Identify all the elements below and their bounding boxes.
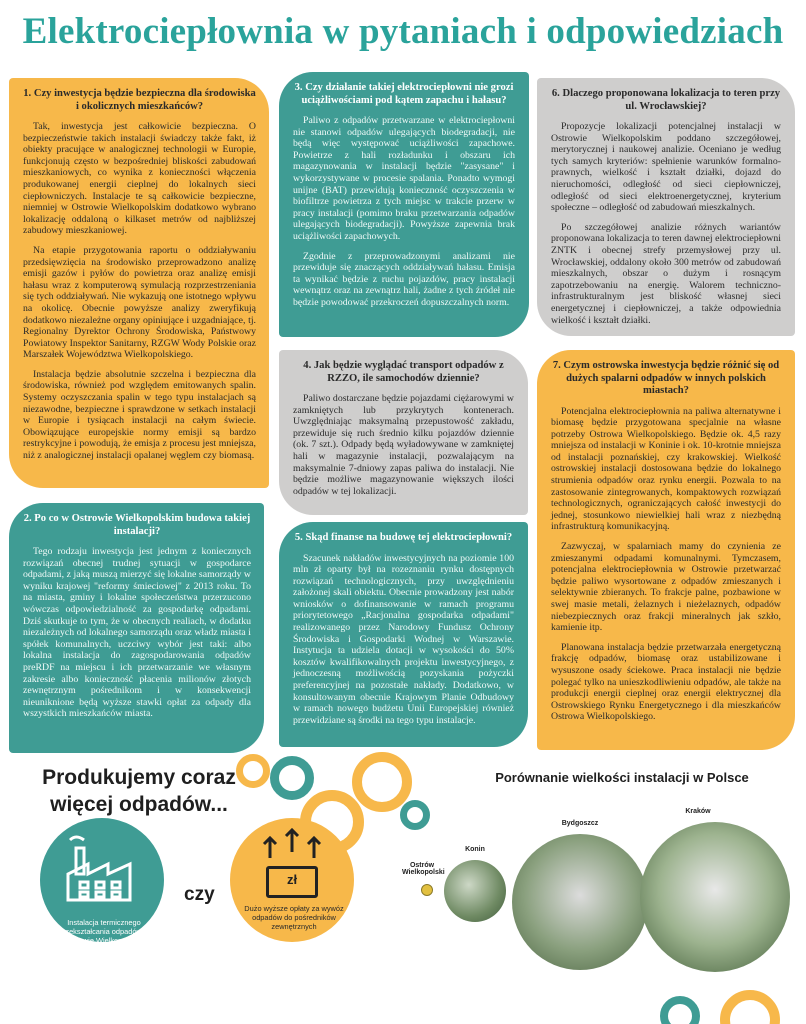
comparison-title: Porównanie wielkości instalacji w Polsce	[495, 770, 749, 785]
plant-label-bydgoszcz: Bydgoszcz	[561, 820, 599, 827]
faq-paragraph: Szacunek nakładów inwestycyjnych na poziomie 100 mln zł oparty był na rozeznaniu rynku dostępnych rozwiązań technologicznych, przy uwzględnieniu założonej skali obiektu. Obecnie prowadzony jest nabór wniosków o dofinansowanie w ramach programu priorytetowego „Racjonalna gospodarka odpadami" realizowanego przez Narodowy Fundusz Ochrony Środowiska i Gospodarki Wodnej w Warszawie. Instytucja ta udziela dotacji w wysokości do 50% kosztów kwalifikowalnych projektu inwestycyjnego, z jednoczesną możliwością pozyskania pożyczki preferencyjnej na pozostałe nakłady. Dodatkowo, w konsultowanym obecnie Krajowym Planie Odbudowy w ramach nowego budżetu Unii Europejskiej również przewidziane są środki na tego typu instalacje.	[293, 552, 514, 726]
faq-question: 6. Dlaczego proponowana lokalizacja to teren przy ul. Wrocławskiej?	[551, 88, 781, 112]
faq-paragraph: Tego rodzaju inwestycja jest jednym z koniecznych rozwiązań obecnej trudnej sytuacji w gospodarce odpadami, z jaką muszą mierzyć się lokalne samorządy w wyniku krajowej "reformy śmieciowej" z 2013 roku. To na miasta, gminy i lokalne społeczeństwa przerzucono wówczas odpowiedzialność za gospodarkę odpadami. Dziś skutkuje to tym, że w obecnych realiach, w dodatku niezależnych od lokalnego samorządu oraz władz miasta i spółek komunalnych, uczciwy wybór jest taki: albo lokalna instalacja do zagospodarowania odpadów preRDF na miejscu i ich przetwarzanie we własnym zakresie albo konieczność płacenia milionów złotych zewnętrznym pośrednikom i w konsekwencji nieuniknione będą wyższe stawki opłat za odpady dla wszystkich mieszkańców miasta.	[23, 546, 251, 720]
faq-paragraph: Tak, inwestycja jest całkowicie bezpieczna. O bezpieczeństwie takich instalacji świadczy także fakt, iż obiekty pracujące w analogicznej technologii w Europie, funkcjonują często w bezpośredniej bliskości zabudowań mieszkaniowych, co wynika z konieczności włączenia produkowanej energii cieplnej do lokalnych sieci ciepłowniczych. Instalacje te są całkowicie bezpieczne, niemniej w Ostrowie Wielkopolskim dodatkowo wybrano lokalizację oddaloną o kilkaset metrów od najbliższej zabudowy mieszkaniowej.	[23, 121, 256, 237]
currency-label: zł	[286, 872, 298, 887]
faq-question: 5. Skąd finanse na budowę tej elektrociepłowni?	[294, 532, 513, 543]
faq-paragraph: Paliwo dostarczane będzie pojazdami ciężarowymi w zamkniętych lub przykrytych kontenerach. Uwzględniając maksymalną przepustowość zakładu, przewiduje się ruch średnio kilku pojazdów dziennie (ok. 7 szt.). Odpady będą wyładowywane w zamkniętej hali w magazynie instalacji, pozwalającym na maksymalnie 7-dniowy zapas paliwa do instalacji. Nie będzie możliwe magazynowanie większych ilości odpadów w tej lokalizacji.	[293, 393, 514, 497]
plant-image-konin	[444, 860, 506, 922]
faq-question: 2. Po co w Ostrowie Wielkopolskim budowa takiej instalacji?	[23, 513, 251, 537]
faq-paragraph: Zazwyczaj, w spalarniach mamy do czynienia ze zmieszanymi odpadami komunalnymi. Tymczasem, potencjalna elektrociepłownia w Ostrowie przetwarzać będzie paliwo wysortowane z odpadów zmieszanych i selektywnie zbieranych. To frakcje palne, pozbawione w swej masie metali, żelaznych i nieżelaznych, odpadów niebezpiecznych oraz frakcji mineralnych jak szkło, kamienie itp.	[551, 541, 781, 634]
decorative-ring	[660, 996, 700, 1024]
faq-paragraph: Zgodnie z przeprowadzonymi analizami nie przewiduje się znaczących oddziaływań hałasu. Emisja ta wynikać będzie z ruchu pojazdów, pracy instalacji wewnątrz oraz na zewnątrz hali, żadne z tych źródeł nie będzie powodować przekroczeń dopuszczalnych norm.	[293, 250, 515, 308]
faq-question: 7. Czym ostrowska inwestycja będzie różnić się od dużych spalarni odpadów w innych polskich miastach?	[552, 360, 780, 396]
faq-card-5	[279, 522, 528, 747]
faq-paragraph: Planowana instalacja będzie przetwarzała energetyczną frakcję odpadów, biomasę oraz ustabilizowane i wysuszone osady ściekowe. Praca instalacji nie będzie polegać tylko na unieszkodliwieniu odpadów, ale także na produkcji energii cieplnej oraz energii elektrycznej dla Ostrowskiego Rynku Energetycznego i dla mieszkańców Ostrowa Wielkopolskiego.	[551, 641, 781, 723]
plant-label-ostrow: Ostrów Wielkopolski	[402, 862, 445, 876]
faq-card-4	[279, 350, 528, 515]
faq-card-7	[537, 350, 795, 750]
decorative-ring	[270, 756, 314, 800]
faq-paragraph: Paliwo z odpadów przetwarzane w elektrociepłowni nie stanowi odpadów ulegających biodegradacji, nie będą więc występować uciążliwości zapachowe. Powietrze z hali rozładunku i obszaru ich magazynowania w instalacji będzie "zasysane" i wykorzystywane w procesie spalania. Ponadto wymogi unijne (BAT) przewidują konieczność oczyszczenia w biofiltrze powietrza z tych miejsc w trakcie przerw w pracy instalacji (pomimo braku przetwarzania odpadów ulegających biodegradacji). Powyższe zapewnia brak uciążliwości zapachowych.	[293, 115, 515, 242]
faq-paragraph: Instalacja będzie absolutnie szczelna i bezpieczna dla środowiska, również pod względem emitowanych spalin. Systemy oczyszczania spalin w tego typu instalacjach są niezawodne, bezpieczne i sprawdzone w setkach instalacji w Europie i tysiącach instalacji na całym świecie. Obowiązujące europejskie normy emisji są bardzo restrykcyjne i powodują, że emisja z procesu jest mniejsza, niż z analogicznej instalacji opalanej węglem czy biomasą.	[23, 368, 256, 462]
decorative-ring	[400, 800, 430, 830]
plant-label-krakow: Kraków	[685, 808, 711, 815]
connector-text: czy	[184, 884, 215, 905]
faq-paragraph: Na etapie przygotowania raportu o oddziaływaniu przedsięwzięcia na środowisko przeprowadzono analizę emisji gazów i pyłów do powietrza oraz analizę emisji hałasu wraz z komputerową symulacją rozprzestrzeniania się tych oddziaływań. Nie wykazują one istotnego wpływu na okolicę. Obecnie powyższe analizy zweryfikują dodatkowo niezależne organy opiniujące i uzgadniające, tj. Regionalny Dyrektor Ochrony Środowiska, Państwowy Powiatowy Inspektor Sanitarny, RZGW Wody Polskie oraz Marszałek Województwa Wielkopolskiego.	[23, 244, 256, 361]
faq-paragraph: Po szczegółowej analizie różnych wariantów proponowana lokalizacja to teren dawnej elektrociepłowni ZNTK i obecnej strefy przemysłowej przy ul. Wrocławskiej, oddalony około 300 metrów od zabudowań mieszkalnych, obszar o dużym i rosnącym zapotrzebowaniu na energię. Walorem techniczno-infrastrukturalnym jest bliskość własnej sieci energetycznej i ciepłowniczej, a także odpowiednia wielkość i kształt działki.	[551, 221, 781, 326]
faq-card-2	[9, 503, 264, 753]
infographic-left-title: Produkujemy coraz więcej odpadów...	[42, 766, 236, 816]
plant-image-krakow	[640, 822, 790, 972]
decorative-ring	[352, 752, 412, 812]
decorative-ring	[720, 990, 780, 1024]
faq-question: 4. Jak będzie wyglądać transport odpadów z RZZO, ile samochodów dziennie?	[303, 360, 504, 384]
faq-question: 1. Czy inwestycja będzie bezpieczna dla środowiska i okolicznych mieszkańców?	[23, 88, 256, 112]
plant-image-ostrow	[421, 884, 433, 896]
plant-label-konin: Konin	[465, 846, 485, 853]
faq-card-1	[9, 78, 269, 488]
page-title: Elektrociepłownia w pytaniach i odpowiedziach	[22, 11, 784, 52]
faq-question: 3. Czy działanie takiej elektrociepłowni nie grozi uciążliwościami pod kątem zapachu i hałasu?	[294, 82, 514, 106]
plant-image-bydgoszcz	[512, 834, 648, 970]
faq-card-3	[279, 72, 529, 337]
faq-paragraph: Propozycje lokalizacji potencjalnej instalacji w Ostrowie Wielkopolskim poddano szczegółowej, merytorycznej i naukowej analizie. Oceniano je według tych samych kryteriów: spełnienie warunków formalno-prawnych, wielkość i kształt działki, dojazd do nieruchomości, odległość od sieci ciepłowniczej, odległość od sieci elektroenergetycznej, kryterium społeczne – odległość od zabudowań mieszkalnych.	[551, 121, 781, 214]
fees-caption: Dużo wyższe opłaty za wywóz odpadów do pośredników zewnętrznych	[244, 904, 344, 931]
faq-card-6	[537, 78, 795, 336]
installation-caption: Instalacja termicznego przekształcania odpadów w Ostrowie Wielkopolskim	[58, 918, 150, 945]
faq-paragraph: Potencjalna elektrociepłownia na paliwa alternatywne i biomasę będzie przygotowana specjalnie na własne potrzeby Ostrowa Wielkopolskiego. Będzie ok. 4,5 razy mniejsza od instalacji w Koninie i ok. 10-krotnie mniejsza od instalacji poznańskiej, czy krakowskiej. Wielkość ostrowskiej instalacji dostosowana będzie do lokalnego strumienia odpadów oraz rynku energii. Pozwala to na zastosowanie zintegrowanych, kompaktowych rozwiązań technologicznych, ograniczających całość inwestycji do jednej, stosunkowo niewielkiej hali wraz z niezbędną infrastrukturą komunikacyjną.	[551, 405, 781, 533]
